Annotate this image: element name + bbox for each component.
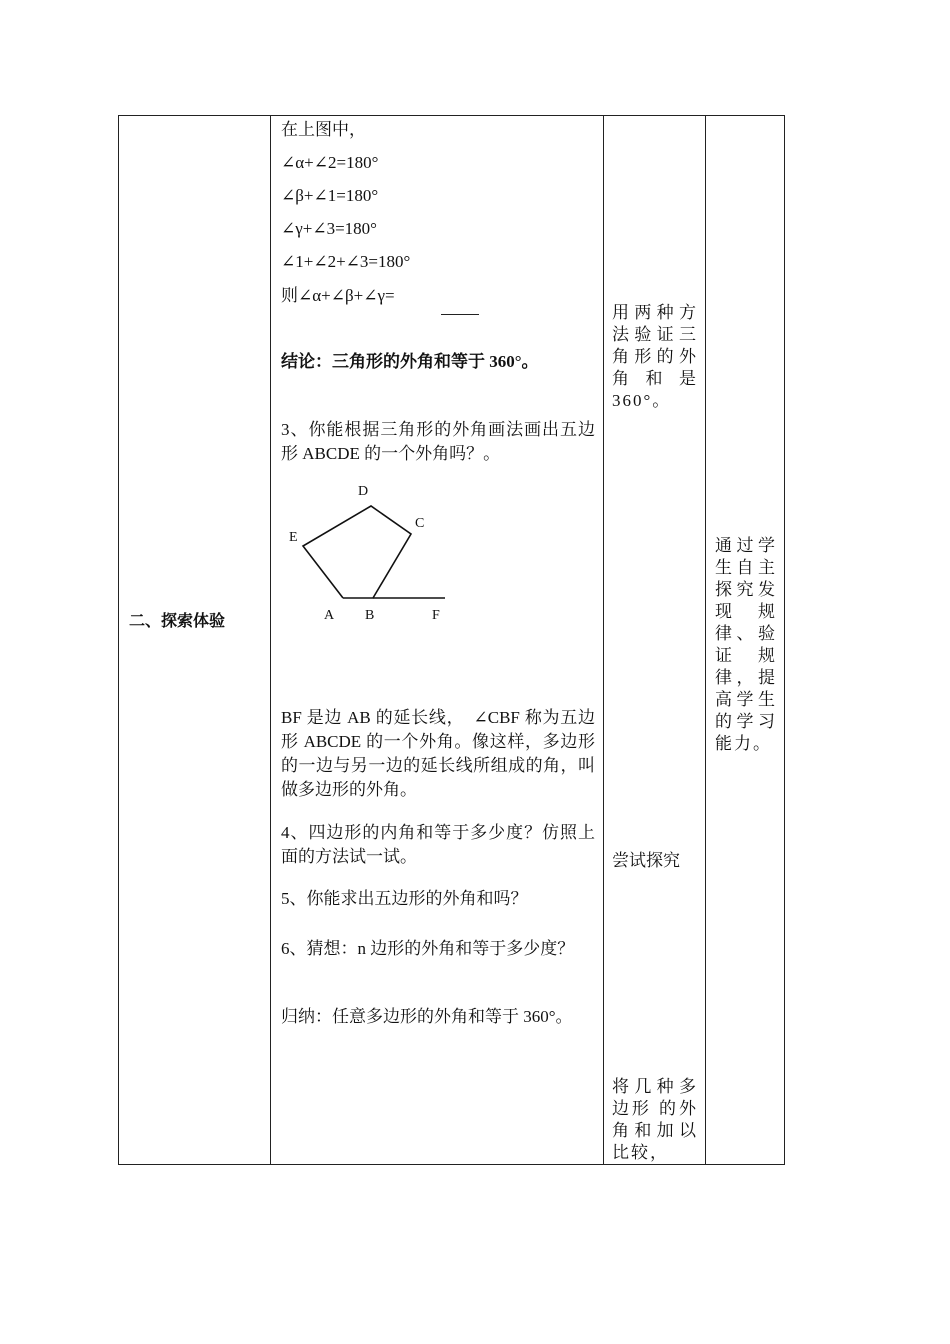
activity-compare: 将几种多边形 的外角和加以比较， <box>612 1077 698 1162</box>
label-b: B <box>365 608 375 623</box>
equation-3: ∠γ+∠3=180° <box>281 219 377 238</box>
answer-blank <box>441 314 479 315</box>
label-f: F <box>432 608 440 623</box>
label-a: A <box>324 608 335 623</box>
question-5: 5、你能求出五边形的外角和吗？ <box>281 889 528 908</box>
equation-5: 则∠α+∠β+∠γ= <box>281 286 395 305</box>
label-d: D <box>358 484 369 499</box>
column-divider <box>603 116 604 1164</box>
label-c: C <box>415 516 425 531</box>
exterior-angle-definition: BF 是边 AB 的延长线， ∠CBF 称为五边形 ABCDE 的一个外角。像这样，多边形的一边与另一边的延长线所组成的角，叫做多边形的外角。 <box>281 708 595 799</box>
pentagon-figure <box>281 476 461 626</box>
design-purpose: 通过学生自主探究发现 规律、验证 规律，提高学生的学习能力。 <box>715 536 777 753</box>
activity-verify: 用两种方法验证三角形的外角和是 360°。 <box>612 303 698 410</box>
section-title: 二、探索体验 <box>129 611 226 630</box>
equation-4: ∠1+∠2+∠3=180° <box>281 252 411 271</box>
question-3: 3、你能根据三角形的外角画法画出五边形 ABCDE 的一个外角吗？。 <box>281 420 595 463</box>
summary-text: 归纳：任意多边形的外角和等于 360°。 <box>281 1007 573 1026</box>
equation-2: ∠β+∠1=180° <box>281 186 379 205</box>
pentagon-shape <box>303 506 411 598</box>
question-4: 4、四边形的内角和等于多少度？仿照上面的方法试一试。 <box>281 823 595 866</box>
question-6: 6、猜想：n 边形的外角和等于多少度？ <box>281 939 575 958</box>
conclusion-text: 结论：三角形的外角和等于 360°。 <box>281 352 539 371</box>
lesson-table <box>118 115 785 1165</box>
column-divider <box>705 116 706 1164</box>
activity-explore: 尝试探究 <box>612 851 680 870</box>
intro-text: 在上图中， <box>281 120 366 139</box>
equation-1: ∠α+∠2=180° <box>281 153 379 172</box>
label-e: E <box>289 530 298 545</box>
column-divider <box>270 116 271 1164</box>
